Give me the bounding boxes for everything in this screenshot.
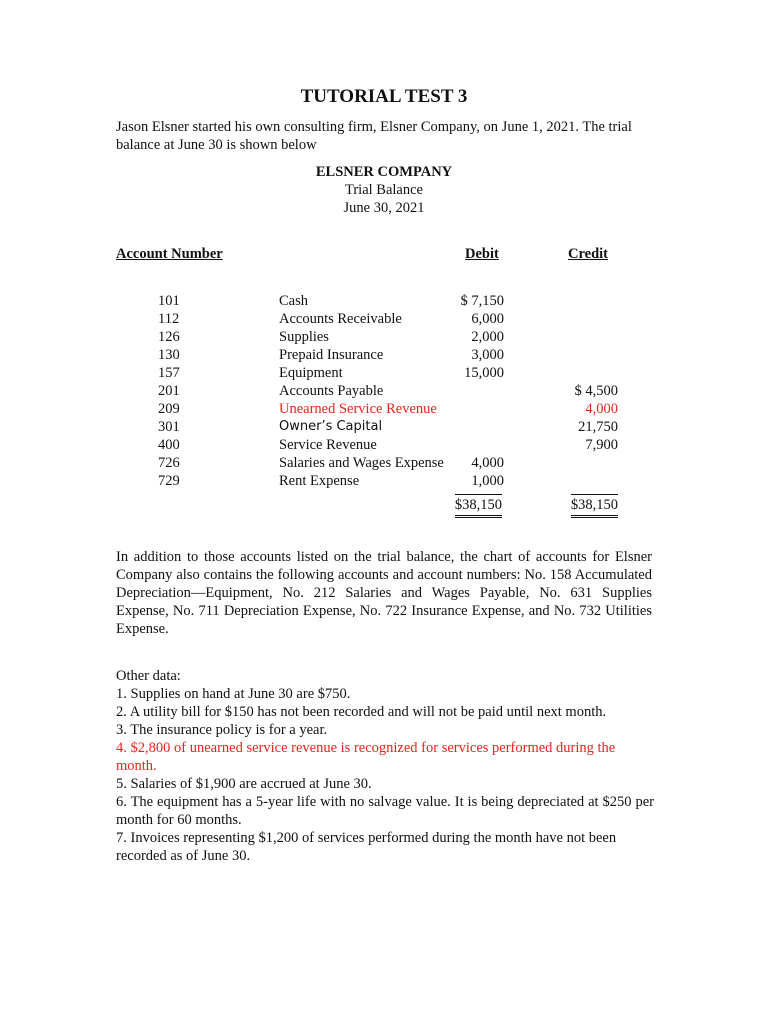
header-debit: Debit bbox=[465, 246, 499, 262]
table-row bbox=[0, 328, 768, 346]
other-data-item: 1. Supplies on hand at June 30 are $750. bbox=[116, 686, 351, 702]
statement-date: June 30, 2021 bbox=[343, 200, 425, 216]
intro-paragraph: Jason Elsner started his own consulting firm, Elsner Company, on June 1, 2021. The trial balance at June 30 is shown below bbox=[116, 119, 632, 153]
credit-amount: 21,750 bbox=[578, 419, 618, 435]
table-row bbox=[0, 364, 768, 382]
account-name: Cash bbox=[279, 293, 308, 309]
debit-amount: 6,000 bbox=[471, 311, 504, 327]
other-data-section bbox=[116, 667, 654, 865]
company-name: ELSNER COMPANY bbox=[315, 164, 453, 180]
other-data-heading: Other data: bbox=[116, 668, 181, 684]
header-account-number: Account Number bbox=[116, 246, 223, 262]
account-number: 112 bbox=[158, 311, 180, 327]
other-data-item: 7. Invoices representing $1,200 of services performed during the month have not been recorded as of June 30. bbox=[116, 830, 617, 864]
table-row bbox=[0, 472, 768, 490]
account-name: Owner’s Capital bbox=[279, 419, 383, 434]
total-credit-value: $38,150 bbox=[571, 496, 618, 518]
table-row bbox=[0, 346, 768, 364]
debit-amount: 4,000 bbox=[471, 455, 504, 471]
table-row bbox=[0, 400, 768, 418]
credit-amount: $ 4,500 bbox=[574, 383, 618, 399]
account-number: 157 bbox=[158, 365, 180, 381]
other-data-item: 2. A utility bill for $150 has not been recorded and will not be paid until next month. bbox=[116, 704, 607, 720]
account-number: 201 bbox=[158, 383, 180, 399]
account-number: 130 bbox=[158, 347, 180, 363]
account-number: 726 bbox=[158, 455, 180, 471]
account-number: 400 bbox=[158, 437, 180, 453]
account-name: Accounts Payable bbox=[279, 383, 384, 399]
other-data-item: 3. The insurance policy is for a year. bbox=[116, 722, 328, 738]
table-row bbox=[0, 292, 768, 310]
total-debit-value: $38,150 bbox=[455, 496, 502, 518]
account-name: Rent Expense bbox=[279, 473, 360, 489]
table-row bbox=[0, 454, 768, 472]
debit-amount: 15,000 bbox=[464, 365, 504, 381]
account-name: Equipment bbox=[279, 365, 343, 381]
other-data-item: 5. Salaries of $1,900 are accrued at June 30. bbox=[116, 776, 372, 792]
account-number: 209 bbox=[158, 401, 180, 417]
credit-amount: 4,000 bbox=[585, 401, 618, 417]
header-credit: Credit bbox=[568, 246, 609, 262]
account-name: Supplies bbox=[279, 329, 329, 345]
account-name: Service Revenue bbox=[279, 437, 377, 453]
credit-amount: 7,900 bbox=[585, 437, 618, 453]
other-data-item: 6. The equipment has a 5-year life with no salvage value. It is being depreciated at $250 per month for 60 months. bbox=[116, 794, 654, 828]
account-number: 729 bbox=[158, 473, 180, 489]
table-row bbox=[0, 418, 768, 436]
table-row bbox=[0, 436, 768, 454]
total-credit bbox=[571, 494, 618, 518]
debit-amount: 2,000 bbox=[471, 329, 504, 345]
table-row bbox=[0, 382, 768, 400]
account-number: 126 bbox=[158, 329, 180, 345]
debit-amount: 3,000 bbox=[471, 347, 504, 363]
account-name: Unearned Service Revenue bbox=[279, 401, 437, 417]
account-name: Salaries and Wages Expense bbox=[279, 455, 444, 471]
table-row bbox=[0, 310, 768, 328]
account-number: 101 bbox=[158, 293, 180, 309]
debit-amount: 1,000 bbox=[471, 473, 504, 489]
other-data-item-highlighted: 4. $2,800 of unearned service revenue is recognized for services performed during the month. bbox=[116, 740, 616, 774]
total-debit bbox=[455, 494, 502, 518]
account-name: Accounts Receivable bbox=[279, 311, 402, 327]
account-name: Prepaid Insurance bbox=[279, 347, 384, 363]
page-title: TUTORIAL TEST 3 bbox=[300, 86, 468, 107]
debit-amount: $ 7,150 bbox=[460, 293, 504, 309]
account-number: 301 bbox=[158, 419, 180, 435]
additional-accounts-paragraph: In addition to those accounts listed on the trial balance, the chart of accounts for Elsner Company also contains the following accounts and account numbers: No. 158 Accumulated Depreciation—Equipment, No. 212 Salaries and Wages Payable, No. 631 Supplies Expense, No. 711 Depreciation Expense, No. 722 Insurance Expense, and No. 732 Utilities Expense. bbox=[116, 549, 652, 637]
statement-title: Trial Balance bbox=[345, 182, 423, 198]
